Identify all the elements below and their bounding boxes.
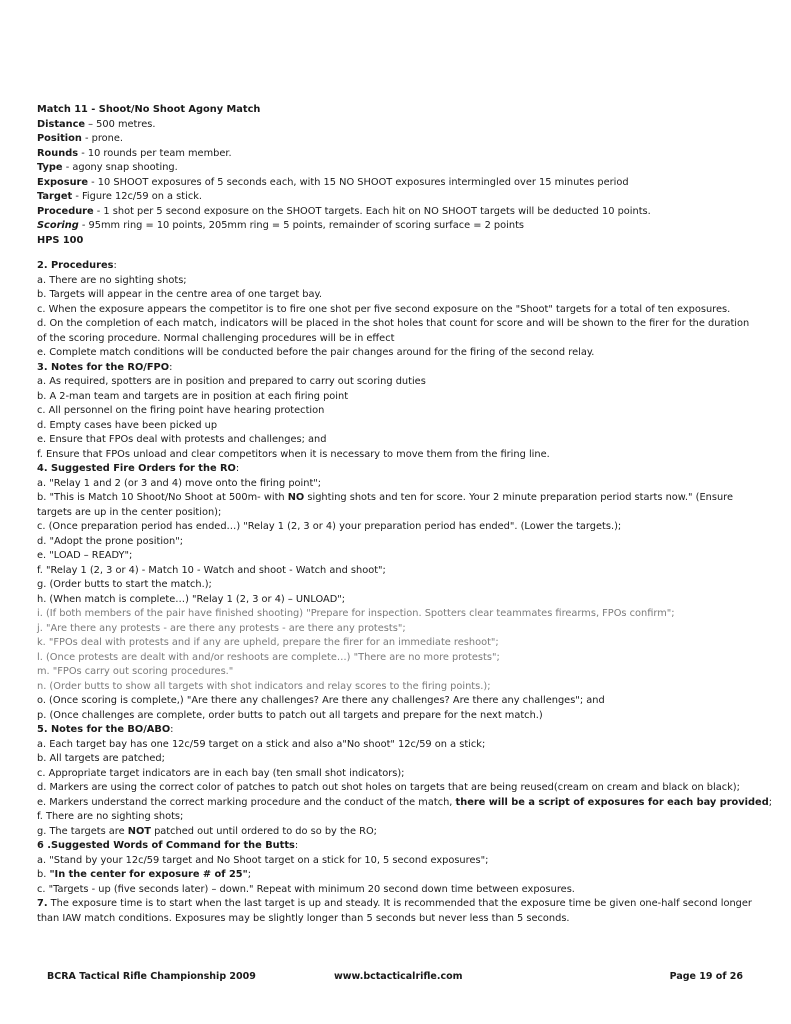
distance-value: – 500 metres. bbox=[85, 118, 156, 130]
list-item: c. Appropriate target indicators are in each bay (ten small shot indicators); bbox=[37, 767, 405, 779]
ro-notes-heading bbox=[37, 361, 759, 376]
note-7-text: The exposure time is to start when the last target is up and steady. It is recommended that the exposure time be given one-half second longer than IAW match conditions. Exposures may be slightly longer than 5 seconds but never less than 5 seconds. bbox=[37, 898, 752, 924]
butts-heading-colon: : bbox=[294, 840, 299, 851]
procedures-heading-colon: : bbox=[113, 260, 117, 271]
list-item: o. (Once scoring is complete,) "Are there any challenges? Are there any challenges? Are there any challenges"; and bbox=[37, 695, 605, 706]
list-item: c. All personnel on the firing point have hearing protection bbox=[37, 405, 325, 416]
ro-notes-heading-colon: : bbox=[169, 361, 173, 373]
footer-title: BCRA Tactical Rifle Championship 2009 bbox=[47, 971, 256, 982]
list-item: j. "Are there any protests - are there any protests - are there any protests"; bbox=[37, 622, 406, 634]
list-item: c. (Once preparation period has ended…) "Relay 1 (2, 3 or 4) your preparation period has ended". (Lower the targets.); bbox=[37, 521, 622, 532]
rounds-label: Rounds bbox=[37, 147, 79, 159]
procedures-heading-text: 2. Procedures bbox=[37, 260, 114, 271]
butts-b-end: ; bbox=[247, 869, 252, 880]
list-item bbox=[37, 825, 759, 840]
list-item: i. (If both members of the pair have finished shooting) "Prepare for inspection. Spotters clear teammates firearms, FPOs confirm"; bbox=[37, 608, 675, 619]
procedure-label: Procedure bbox=[37, 205, 94, 217]
type-line bbox=[37, 161, 759, 176]
list-item: f. "Relay 1 (2, 3 or 4) - Match 10 - Watch and shoot - Watch and shoot"; bbox=[37, 564, 386, 576]
list-item: n. (Order butts to show all targets with shot indicators and relay scores to the firing points.); bbox=[37, 680, 491, 692]
note-7-number: 7. bbox=[37, 898, 48, 909]
footer-website: www.bctacticalrifle.com bbox=[334, 971, 463, 982]
bo-notes-heading-text: 5. Notes for the BO/ABO bbox=[37, 724, 171, 735]
list-item: e. "LOAD – READY"; bbox=[37, 550, 133, 561]
list-item: a. There are no sighting shots; bbox=[37, 274, 187, 286]
target-label: Target bbox=[37, 191, 73, 202]
butts-b-emphasis: "In the center for exposure # of 25" bbox=[49, 869, 248, 880]
footer-page-number: Page 19 of 26 bbox=[669, 971, 743, 982]
hps-line: HPS 100 bbox=[37, 234, 84, 246]
list-item: c. "Targets - up (five seconds later) – down." Repeat with minimum 20 second down time between exposures. bbox=[37, 883, 575, 895]
procedures-heading bbox=[37, 259, 759, 274]
list-item: f. There are no sighting shots; bbox=[37, 811, 184, 822]
list-item: b. All targets are patched; bbox=[37, 753, 165, 764]
list-item: g. (Order butts to start the match.); bbox=[37, 579, 212, 590]
butts-heading-text: 6 .Suggested Words of Command for the Butts bbox=[37, 840, 295, 851]
section-gap bbox=[37, 248, 759, 259]
list-item: p. (Once challenges are complete, order butts to patch out all targets and prepare for the next match.) bbox=[37, 709, 543, 721]
ro-notes-heading-text: 3. Notes for the RO/FPO bbox=[37, 361, 170, 373]
list-item: d. On the completion of each match, indicators will be placed in the shot holes that count for score and will be shown to the firer for the duration of the scoring procedure. Normal challenging procedures will be in effect bbox=[37, 318, 750, 344]
fire-orders-heading bbox=[37, 462, 759, 477]
list-item: d. "Adopt the prone position"; bbox=[37, 535, 184, 547]
list-item bbox=[37, 796, 773, 811]
butts-b-start: b. bbox=[37, 869, 50, 880]
list-item: d. Empty cases have been picked up bbox=[37, 419, 218, 431]
match-title: Match 11 - Shoot/No Shoot Agony Match bbox=[37, 104, 261, 115]
fire-order-b-start: b. "This is Match 10 Shoot/No Shoot at 500m- with bbox=[37, 492, 288, 503]
list-item bbox=[37, 868, 759, 883]
list-item: d. Markers are using the correct color of patches to patch out shot holes on targets that are being reused(cream on cream and black on black); bbox=[37, 782, 740, 793]
scoring-line bbox=[37, 219, 759, 234]
bo-note-g-end: patched out until ordered to do so by the RO; bbox=[150, 825, 377, 837]
fire-orders-heading-colon: : bbox=[235, 463, 240, 474]
target-value: - Figure 12c/59 on a stick. bbox=[72, 191, 203, 202]
bo-note-e-start: e. Markers understand the correct marking procedure and the conduct of the match, bbox=[37, 796, 456, 808]
rounds-value: - 10 rounds per team member. bbox=[78, 147, 232, 159]
bo-note-e-end: ; bbox=[768, 796, 773, 808]
list-item: f. Ensure that FPOs unload and clear competitors when it is necessary to move them from the firing line. bbox=[37, 448, 550, 460]
bo-notes-heading-colon: : bbox=[170, 724, 174, 735]
bo-note-g-start: g. The targets are bbox=[37, 825, 128, 837]
bo-note-e-emphasis: there will be a script of exposures for each bay provided bbox=[455, 796, 769, 808]
list-item: c. When the exposure appears the competitor is to fire one shot per five second exposure on the "Shoot" targets for a total of ten exposures. bbox=[37, 303, 731, 315]
distance-line bbox=[37, 118, 759, 133]
target-line bbox=[37, 190, 759, 205]
position-line bbox=[37, 132, 759, 147]
rounds-line bbox=[37, 147, 759, 162]
exposure-value: - 10 SHOOT exposures of 5 seconds each, with 15 NO SHOOT exposures intermingled over 15 minutes period bbox=[88, 176, 629, 188]
position-value: - prone. bbox=[81, 133, 123, 144]
butts-heading bbox=[37, 839, 759, 854]
list-item: e. Ensure that FPOs deal with protests and challenges; and bbox=[37, 434, 327, 445]
procedure-value: - 1 shot per 5 second exposure on the SHOOT targets. Each hit on NO SHOOT targets will be deducted 10 points. bbox=[93, 205, 651, 217]
exposure-line bbox=[37, 176, 759, 191]
scoring-label: Scoring bbox=[37, 220, 79, 231]
list-item: l. (Once protests are dealt with and/or reshoots are complete…) "There are no more protests"; bbox=[37, 651, 500, 663]
scoring-value: - 95mm ring = 10 points, 205mm ring = 5 points, remainder of scoring surface = 2 points bbox=[78, 220, 525, 231]
list-item: h. (When match is complete…) "Relay 1 (2, 3 or 4) – UNLOAD"; bbox=[37, 593, 346, 605]
bo-note-g-emphasis: NOT bbox=[127, 825, 151, 837]
type-value: - agony snap shooting. bbox=[62, 162, 178, 173]
exposure-label: Exposure bbox=[37, 176, 89, 188]
list-item: b. Targets will appear in the centre area of one target bay. bbox=[37, 289, 323, 300]
page-content bbox=[37, 103, 773, 926]
procedure-line bbox=[37, 205, 759, 220]
position-label: Position bbox=[37, 133, 82, 144]
distance-label: Distance bbox=[37, 118, 86, 130]
bo-notes-heading bbox=[37, 723, 759, 738]
list-item bbox=[37, 491, 759, 520]
fire-orders-heading-text: 4. Suggested Fire Orders for the RO bbox=[37, 463, 236, 474]
note-7-paragraph bbox=[37, 897, 759, 926]
list-item: m. "FPOs carry out scoring procedures." bbox=[37, 666, 234, 677]
list-item: a. "Stand by your 12c/59 target and No Shoot target on a stick for 10, 5 second exposures"; bbox=[37, 854, 489, 866]
fire-order-b-end: sighting shots and ten for score. Your 2 minute preparation period starts now." (Ensure targets are up in the center position); bbox=[37, 492, 733, 518]
list-item: k. "FPOs deal with protests and if any are upheld, prepare the firer for an immediate reshoot"; bbox=[37, 637, 499, 648]
list-item: a. "Relay 1 and 2 (or 3 and 4) move onto the firing point"; bbox=[37, 477, 322, 489]
fire-order-b-emphasis: NO bbox=[287, 492, 305, 503]
type-label: Type bbox=[37, 162, 63, 173]
list-item: a. Each target bay has one 12c/59 target on a stick and also a"No shoot" 12c/59 on a stick; bbox=[37, 738, 486, 750]
list-item: b. A 2-man team and targets are in position at each firing point bbox=[37, 390, 349, 402]
list-item: e. Complete match conditions will be conducted before the pair changes around for the firing of the second relay. bbox=[37, 347, 595, 358]
list-item: a. As required, spotters are in position and prepared to carry out scoring duties bbox=[37, 376, 426, 387]
